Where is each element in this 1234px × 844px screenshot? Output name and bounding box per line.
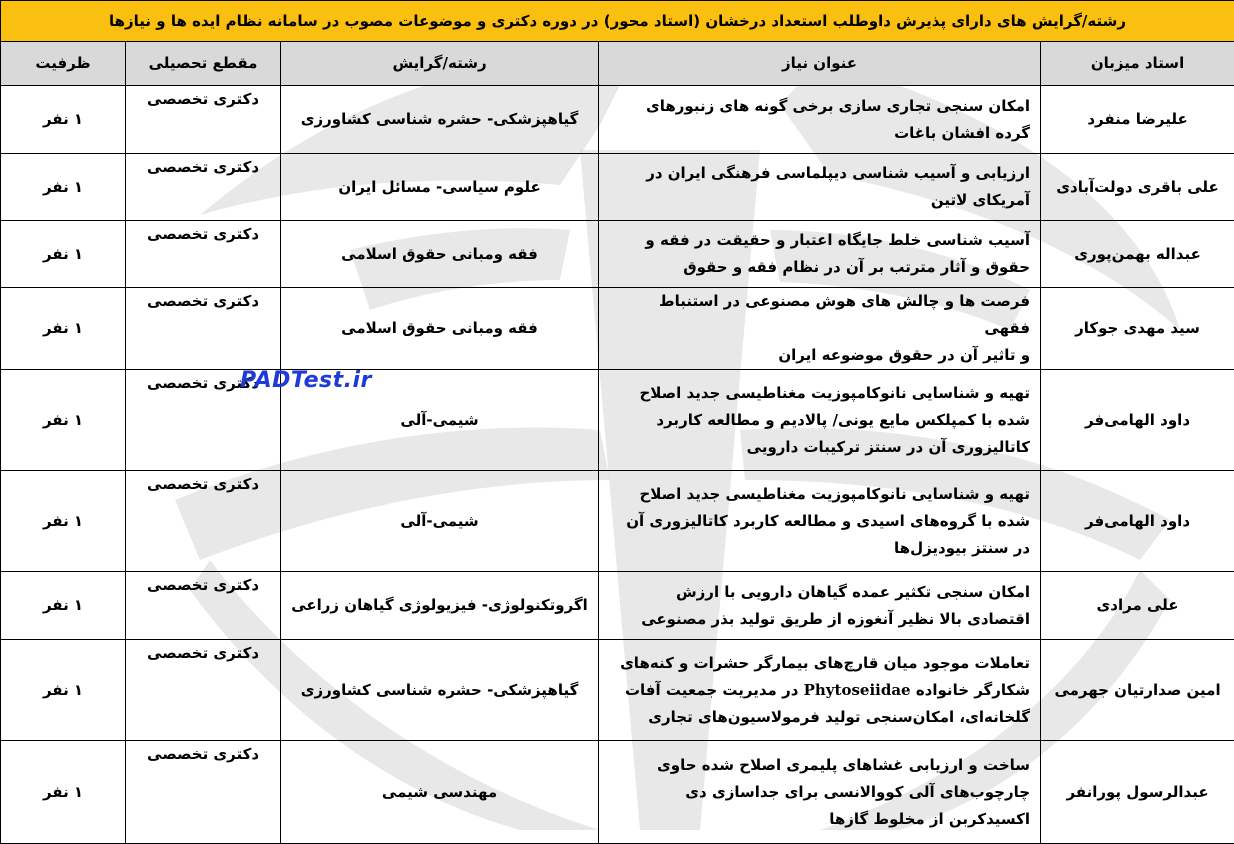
cell-professor: عبدالرسول پورانفر (1041, 741, 1234, 844)
header-professor: استاد میزبان (1041, 42, 1234, 86)
cell-field: گیاهپزشکی- حشره شناسی کشاورزی (281, 640, 599, 741)
cell-level: دکتری تخصصی (126, 154, 281, 221)
need-line: ارزیابی و آسیب شناسی دیپلماسی فرهنگی ایران در (609, 160, 1030, 187)
cell-capacity: ۱ نفر (1, 288, 126, 370)
cell-level: دکتری تخصصی (126, 288, 281, 370)
table-row (1, 741, 1234, 844)
need-line: گلخانه‌ای، امکان‌سنجی تولید فرمولاسیون‌های تجاری (609, 704, 1030, 731)
table-row (1, 154, 1234, 221)
need-line: کاتالیزوری آن در سنتز ترکیبات دارویی (609, 434, 1030, 461)
cell-capacity: ۱ نفر (1, 471, 126, 572)
cell-capacity: ۱ نفر (1, 370, 126, 471)
cell-capacity: ۱ نفر (1, 741, 126, 844)
cell-need (599, 288, 1041, 370)
cell-level: دکتری تخصصی (126, 572, 281, 640)
need-line: حقوق و آثار مترتب بر آن در نظام فقه و حقوق (609, 254, 1030, 281)
cell-professor: علی باقری دولت‌آبادی (1041, 154, 1234, 221)
cell-level: دکتری تخصصی (126, 741, 281, 844)
cell-capacity: ۱ نفر (1, 640, 126, 741)
cell-professor: عبداله بهمن‌پوری (1041, 221, 1234, 288)
table-row (1, 86, 1234, 154)
cell-level: دکتری تخصصی (126, 370, 281, 471)
need-line: گرده افشان باغات (609, 120, 1030, 147)
cell-field: فقه ومبانی حقوق اسلامی (281, 288, 599, 370)
need-line: امکان سنجی تکثیر عمده گیاهان دارویی با ارزش (609, 579, 1030, 606)
latin-term: Phytoseiidae (804, 681, 911, 699)
table-row (1, 370, 1234, 471)
cell-need (599, 640, 1041, 741)
need-line: اقتصادی بالا نظیر آنغوزه از طریق تولید بذر مصنوعی (609, 606, 1030, 633)
header-level: مقطع تحصیلی (126, 42, 281, 86)
need-line: فرصت ها و چالش های هوش مصنوعی در استنباط فقهی (609, 288, 1030, 342)
table-row (1, 572, 1234, 640)
cell-need (599, 221, 1041, 288)
cell-capacity: ۱ نفر (1, 221, 126, 288)
watermark-text: PADTest.ir (240, 368, 372, 393)
table-title: رشته/گرایش های دارای پذیرش داوطلب استعداد درخشان (استاد محور) در دوره دکتری و موضوعات مصوب در سامانه نظام ایده ها و نیازها (1, 1, 1234, 42)
cell-need (599, 86, 1041, 154)
cell-field: علوم سیاسی- مسائل ایران (281, 154, 599, 221)
cell-level: دکتری تخصصی (126, 221, 281, 288)
table-body (1, 1, 1234, 844)
table-row (1, 288, 1234, 370)
cell-professor: داود الهامی‌فر (1041, 471, 1234, 572)
cell-need (599, 154, 1041, 221)
cell-need (599, 370, 1041, 471)
need-line: و تاثیر آن در حقوق موضوعه ایران (609, 342, 1030, 369)
cell-need (599, 572, 1041, 640)
need-line: تهیه و شناسایی نانوکامپوزیت مغناطیسی جدید اصلاح (609, 380, 1030, 407)
cell-capacity: ۱ نفر (1, 86, 126, 154)
need-line: در سنتز بیودیزل‌ها (609, 535, 1030, 562)
cell-professor: داود الهامی‌فر (1041, 370, 1234, 471)
cell-level: دکتری تخصصی (126, 86, 281, 154)
need-line: اکسیدکربن از مخلوط گازها (609, 806, 1030, 833)
need-line: امکان سنجی تجاری سازی برخی گونه های زنبورهای (609, 93, 1030, 120)
table-row (1, 640, 1234, 741)
need-line: آسیب شناسی خلط جایگاه اعتبار و حقیقت در فقه و (609, 227, 1030, 254)
cell-capacity: ۱ نفر (1, 154, 126, 221)
cell-level: دکتری تخصصی (126, 640, 281, 741)
cell-professor: سید مهدی جوکار (1041, 288, 1234, 370)
cell-field: شیمی-آلی (281, 471, 599, 572)
cell-need (599, 741, 1041, 844)
need-line: آمریکای لاتین (609, 187, 1030, 214)
cell-level: دکتری تخصصی (126, 471, 281, 572)
cell-need (599, 471, 1041, 572)
need-line: شده با گروه‌های اسیدی و مطالعه کاربرد کاتالیزوری آن (609, 508, 1030, 535)
cell-field: گیاهپزشکی- حشره شناسی کشاورزی (281, 86, 599, 154)
table-row (1, 221, 1234, 288)
cell-field: اگروتکنولوژی- فیزیولوژی گیاهان زراعی (281, 572, 599, 640)
cell-field: فقه ومبانی حقوق اسلامی (281, 221, 599, 288)
need-line: شکارگر خانواده Phytoseiidae در مدیریت جمعیت آفات (609, 677, 1030, 704)
cell-professor: علیرضا منفرد (1041, 86, 1234, 154)
cell-capacity: ۱ نفر (1, 572, 126, 640)
need-line: شده با کمپلکس مایع یونی/ پالادیم و مطالعه کاربرد (609, 407, 1030, 434)
cell-field: مهندسی شیمی (281, 741, 599, 844)
cell-professor: علی مرادی (1041, 572, 1234, 640)
header-capacity: ظرفیت (1, 42, 126, 86)
need-line: چارچوب‌های آلی کووالانسی برای جداسازی دی (609, 779, 1030, 806)
need-line: تعاملات موجود میان قارچ‌های بیمارگر حشرات و کنه‌های (609, 650, 1030, 677)
cell-field: شیمی-آلی (281, 370, 599, 471)
need-line: ساخت و ارزیابی غشاهای پلیمری اصلاح شده حاوی (609, 752, 1030, 779)
header-field: رشته/گرایش (281, 42, 599, 86)
cell-professor: امین صدارتیان جهرمی (1041, 640, 1234, 741)
header-need: عنوان نیاز (599, 42, 1041, 86)
need-line: تهیه و شناسایی نانوکامپوزیت مغناطیسی جدید اصلاح (609, 481, 1030, 508)
table-row (1, 471, 1234, 572)
